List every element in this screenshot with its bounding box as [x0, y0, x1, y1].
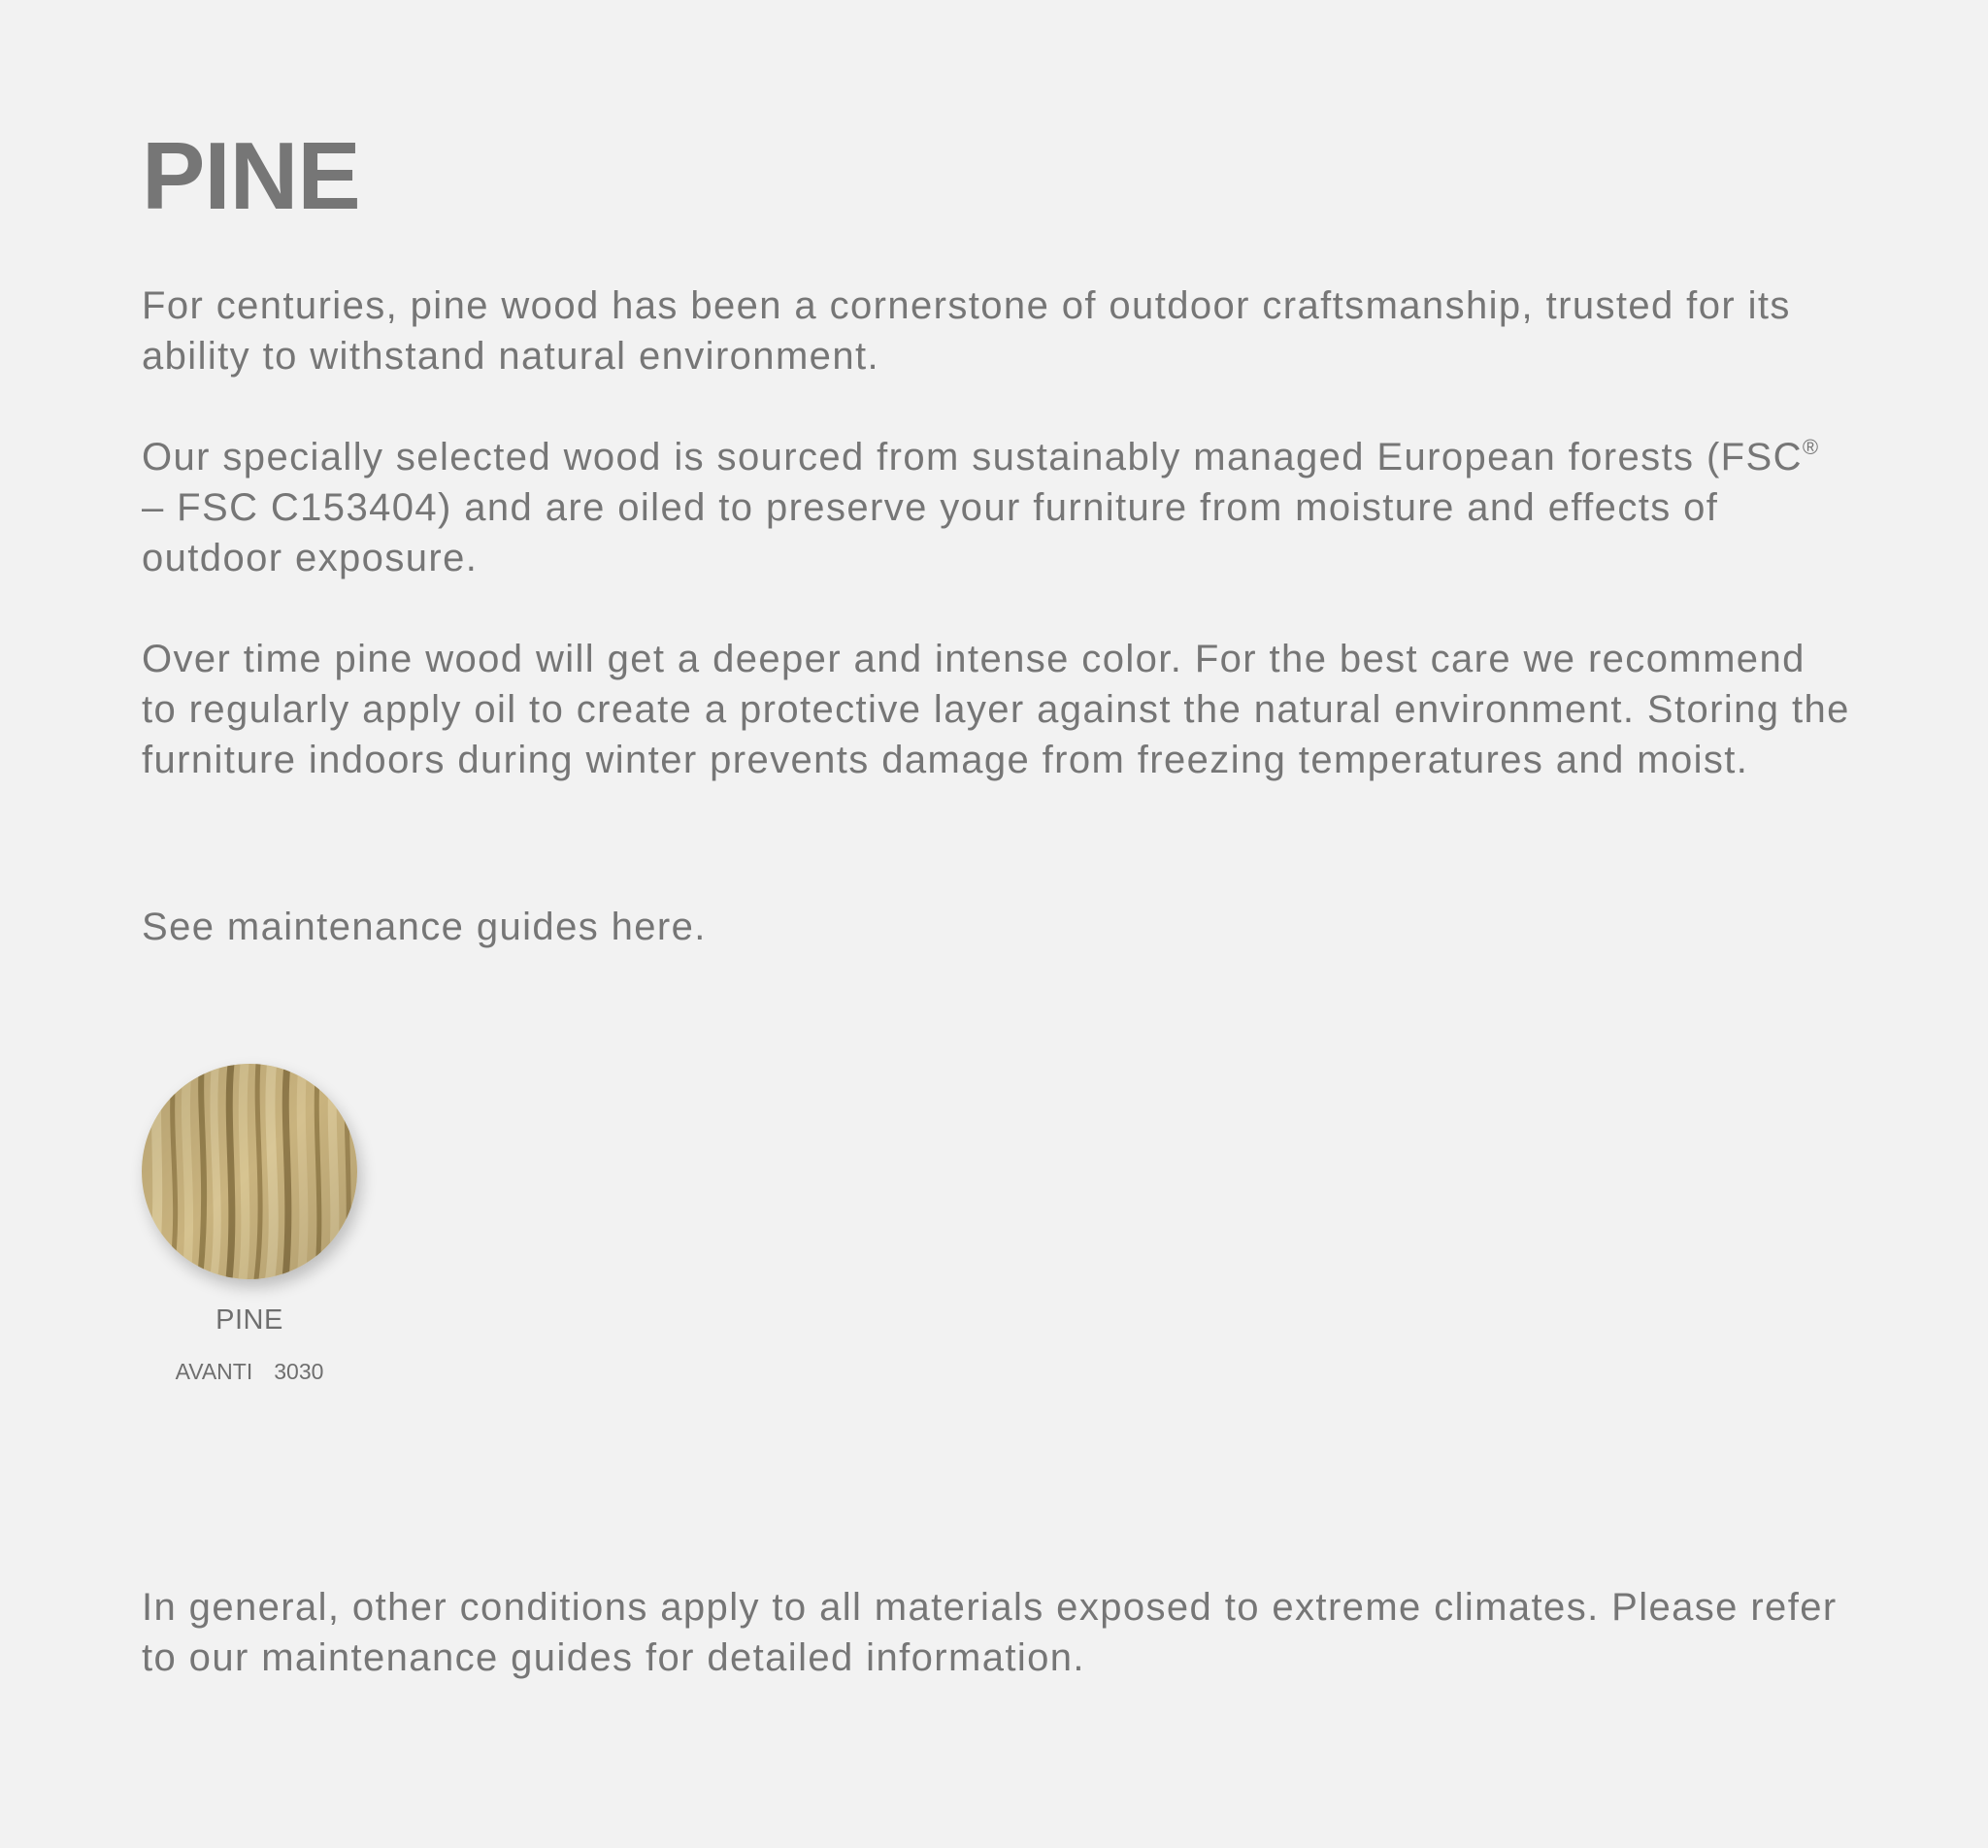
wood-grain-texture	[142, 1064, 357, 1279]
page-title: PINE	[142, 122, 360, 229]
swatch-collection: AVANTI	[175, 1359, 253, 1384]
swatch-name: PINE	[215, 1304, 283, 1336]
footer-note: In general, other conditions apply to all materials exposed to extreme climates. Please refer to our maintenance guides for detailed information.	[142, 1586, 1838, 1679]
registered-mark: ®	[1802, 435, 1820, 459]
swatch-number: 3030	[274, 1359, 324, 1384]
maintenance-guides-paragraph	[142, 902, 1850, 952]
sourcing-text-end: – FSC C153404) and are oiled to preserve your furniture from moisture and effects of outdoor exposure.	[142, 486, 1719, 579]
intro-paragraph: For centuries, pine wood has been a cornerstone of outdoor craftsmanship, trusted for its ability to withstand natural environment.	[142, 284, 1791, 378]
care-paragraph: Over time pine wood will get a deeper and intense color. For the best care we recommend to regularly apply oil to create a protective layer against the natural environment. Storing the furniture indoors during winter prevents damage from freezing temperatures and moist.	[142, 638, 1850, 781]
sourcing-text-start: Our specially selected wood is sourced from sustainably managed European forests (FSC	[142, 436, 1803, 478]
maintenance-guides-link[interactable]: See maintenance guides here.	[142, 906, 707, 948]
pine-wood-swatch[interactable]	[142, 1064, 357, 1279]
swatch-code	[142, 1357, 357, 1386]
sourcing-paragraph	[142, 432, 1850, 583]
